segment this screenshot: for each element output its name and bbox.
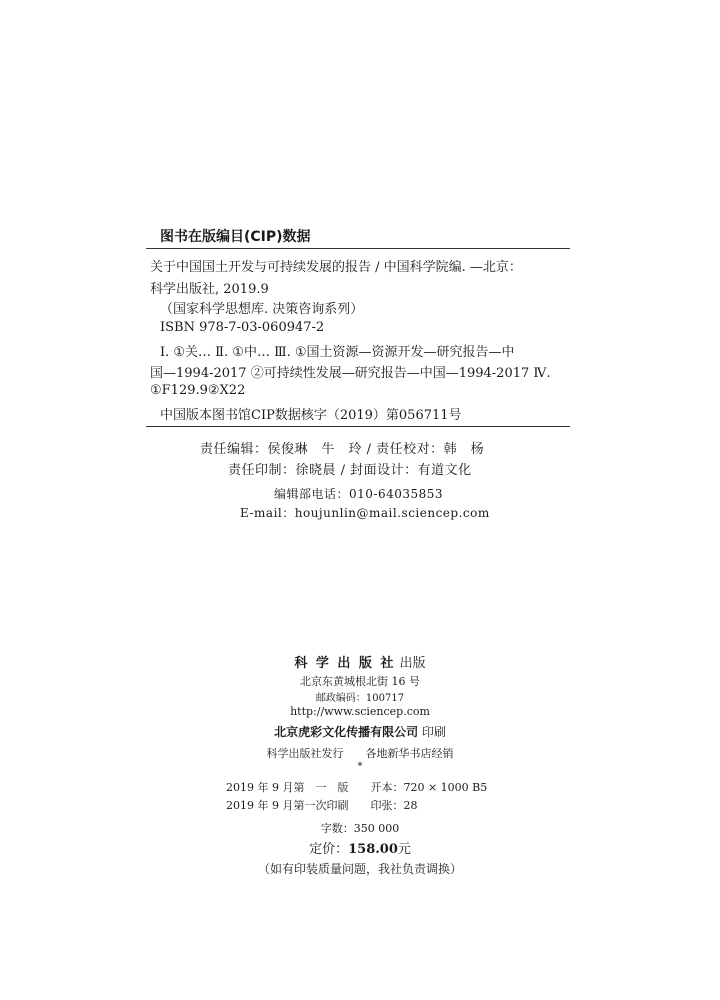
staff-printing-cover: 责任印制：徐晓晨 / 封面设计：有道文化 (228, 463, 472, 478)
cip-line-6: 国—1994-2017 ②可持续性发展—研究报告—中国—1994-2017 Ⅳ. (150, 366, 551, 381)
edition-line: 2019 年 9 月第 一 版 开本：720 × 1000 B5 (226, 781, 488, 794)
printing-line: 2019 年 9 月第一次印刷 印张：28 (226, 799, 418, 812)
cip-series: （国家科学思想库. 决策咨询系列） (160, 302, 364, 317)
editorial-phone: 编辑部电话：010-64035853 (274, 487, 444, 501)
cip-line-2: 科学出版社, 2019.9 (150, 282, 269, 297)
cip-line-1: 关于中国国土开发与可持续发展的报告 / 中国科学院编. —北京： (150, 260, 522, 275)
cip-isbn: ISBN 978-7-03-060947-2 (160, 320, 325, 335)
publisher-line (0, 652, 720, 671)
cip-line-5: Ⅰ. ①关… Ⅱ. ①中… Ⅲ. ①国土资源—资源开发—研究报告—中 (160, 345, 515, 360)
cip-line-7: ①F129.9②X22 (150, 383, 246, 398)
word-count: 字数：350 000 (320, 822, 400, 835)
publisher-postcode: 邮政编码：100717 (315, 693, 405, 704)
cip-record-number: 中国版本图书馆CIP数据核字（2019）第056711号 (160, 408, 462, 423)
publisher-name: 科 学 出 版 社 (294, 656, 396, 671)
price-line (0, 838, 720, 857)
cip-top-rule (146, 248, 570, 249)
cip-bottom-rule (146, 426, 570, 427)
publisher-url[interactable]: http://www.sciencep.com (290, 705, 430, 718)
printer-line (0, 723, 720, 740)
cip-heading: 图书在版编目(CIP)数据 (160, 229, 311, 245)
publisher-address: 北京东黄城根北街 16 号 (300, 675, 420, 688)
price-value: 158.00 (348, 842, 398, 857)
quality-notice: （如有印装质量问题，我社负责调换） (257, 862, 462, 876)
staff-editors: 责任编辑：侯俊琳 牛 玲 / 责任校对：韩 杨 (200, 442, 485, 457)
distributor-line: 科学出版社发行 各地新华书店经销 (266, 747, 454, 760)
price-label: 定价： (309, 842, 349, 857)
printer-suffix: 印刷 (421, 725, 446, 739)
editorial-email[interactable]: E-mail：houjunlin@mail.sciencep.com (240, 506, 490, 520)
price-unit: 元 (397, 842, 411, 857)
separator-star: * (357, 761, 363, 772)
publisher-suffix: 出版 (399, 656, 426, 671)
printer-name: 北京虎彩文化传播有限公司 (274, 725, 419, 739)
